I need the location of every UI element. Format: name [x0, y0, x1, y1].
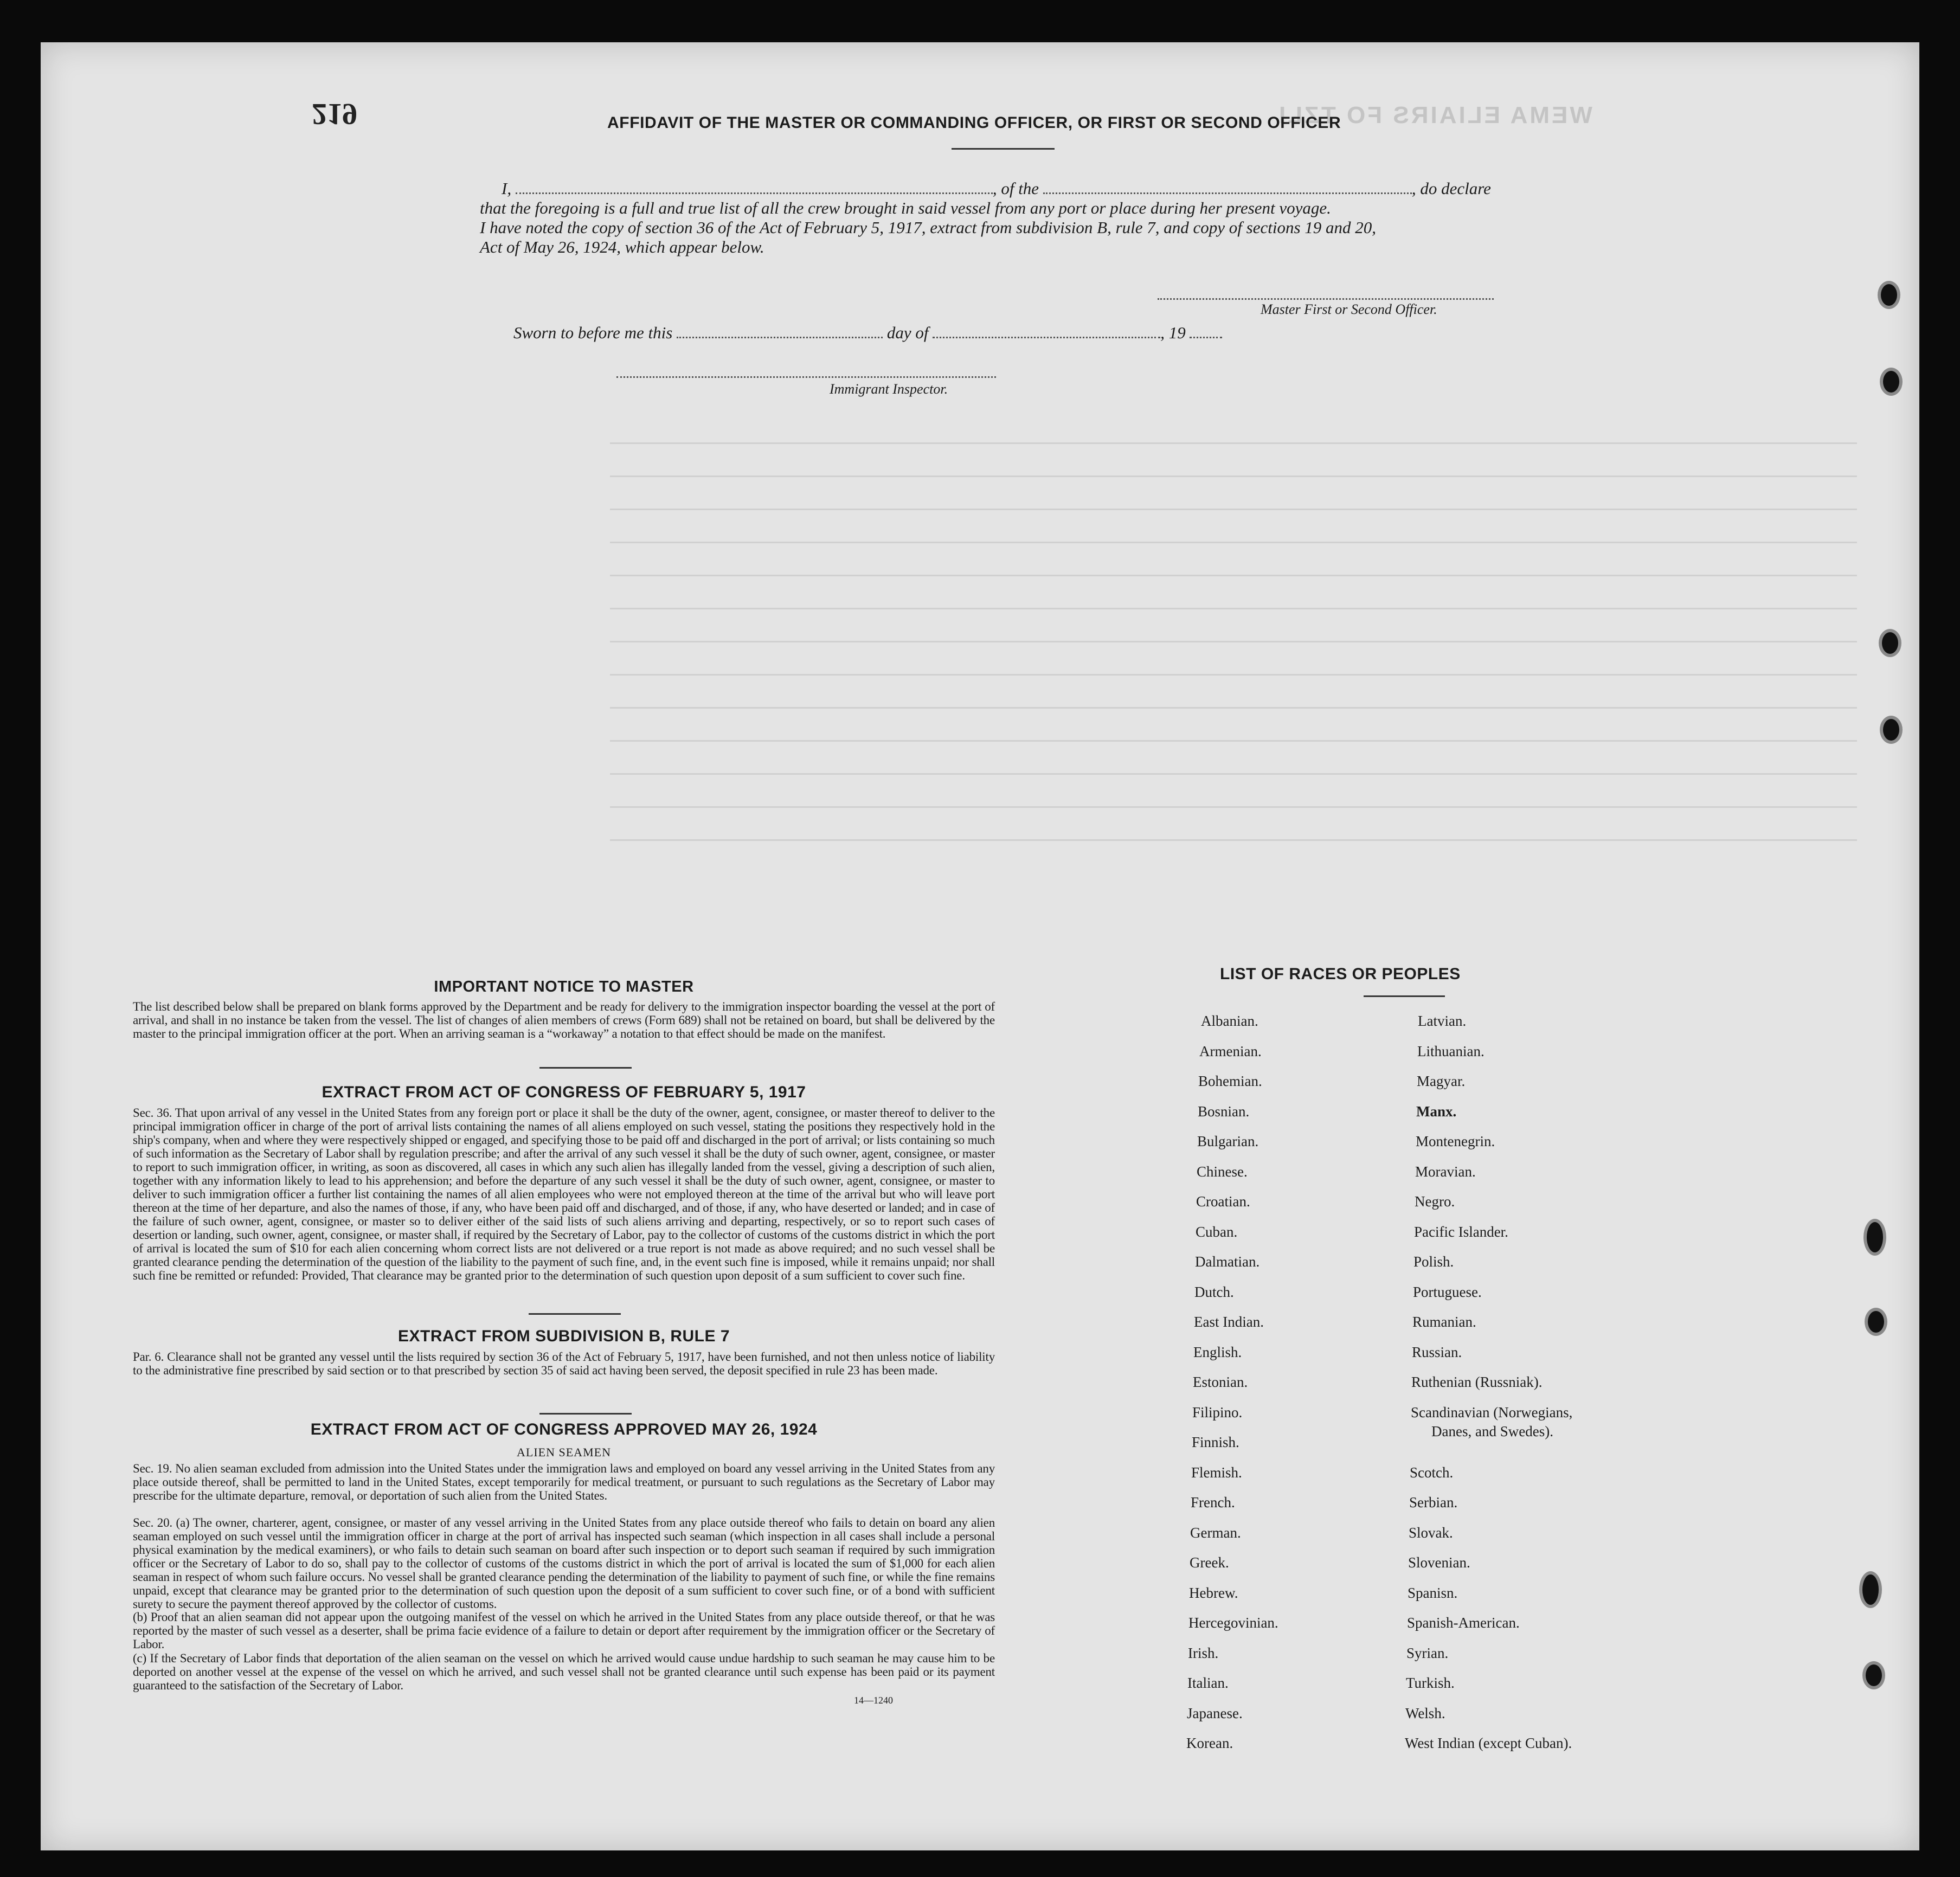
- race-item: Welsh.: [1405, 1705, 1445, 1721]
- punch-hole-icon: [1862, 1661, 1885, 1689]
- races-title: LIST OF RACES OR PEOPLES: [1220, 965, 1461, 983]
- page-number: 219: [312, 97, 357, 131]
- race-item: Chinese.: [1197, 1164, 1248, 1180]
- race-item: Estonian.: [1193, 1374, 1248, 1390]
- race-item: English.: [1193, 1344, 1242, 1360]
- race-item: Dalmatian.: [1195, 1254, 1260, 1270]
- sworn-line: Sworn to before me this day of , 19: [513, 323, 1273, 343]
- race-item: Italian.: [1187, 1675, 1229, 1691]
- race-item: Slovenian.: [1408, 1554, 1470, 1571]
- extract-1924-sec19: Sec. 19. No alien seaman excluded from admission into the United States under the immigration laws and employed on board any vessel arriving in the United States from any place outside thereof, shall be permitted to land in the United States, except temporarily for medical treatment, or pursuant to such regulations as the Secretary of Labor may prescribe for the ultimate departure, removal, or deportation of such alien from the United States.: [133, 1462, 995, 1502]
- race-item: Albanian.: [1201, 1013, 1258, 1029]
- race-item: Moravian.: [1415, 1164, 1476, 1180]
- race-item: Portuguese.: [1413, 1284, 1482, 1300]
- punch-hole-icon: [1859, 1571, 1882, 1608]
- race-item: Hercegovinian.: [1188, 1615, 1278, 1631]
- affidavit-title-rule: [952, 148, 1055, 150]
- race-item: Negro.: [1415, 1193, 1455, 1210]
- inspector-signature-label: Immigrant Inspector.: [830, 381, 948, 397]
- race-item: Spanisn.: [1408, 1585, 1458, 1601]
- inspector-signature-line: [616, 374, 996, 378]
- race-item: Finnish.: [1192, 1434, 1239, 1450]
- subdivision-rule: [539, 1413, 632, 1415]
- race-item: German.: [1190, 1525, 1241, 1541]
- affidavit-line1: I, , of the , do declare: [502, 179, 1491, 198]
- bleed-through-area: [610, 411, 1857, 872]
- race-item: Filipino.: [1192, 1404, 1243, 1420]
- race-item: Montenegrin.: [1416, 1133, 1495, 1149]
- race-item: Polish.: [1413, 1254, 1454, 1270]
- extract-1924-title: EXTRACT FROM ACT OF CONGRESS APPROVED MAY 26, 1924: [310, 1420, 818, 1438]
- bleed-through-heading: WEMA ELIAIRS FO TZLI: [1277, 102, 1592, 128]
- notice-title: IMPORTANT NOTICE TO MASTER: [434, 978, 694, 995]
- punch-hole-icon: [1880, 716, 1903, 744]
- punch-hole-icon: [1865, 1308, 1887, 1336]
- extract-1917-title: EXTRACT FROM ACT OF CONGRESS OF FEBRUARY 5, 1917: [322, 1083, 806, 1101]
- extract-1917-rule: [529, 1313, 621, 1315]
- race-item: Bohemian.: [1198, 1073, 1262, 1089]
- race-item: Flemish.: [1191, 1464, 1242, 1481]
- affidavit-line4: Act of May 26, 1924, which appear below.: [480, 237, 764, 256]
- master-signature-line: [1158, 296, 1494, 300]
- race-item: Cuban.: [1196, 1224, 1238, 1240]
- punch-hole-icon: [1863, 1219, 1886, 1256]
- extract-1924-sec20c: (c) If the Secretary of Labor finds that deportation of the alien seaman on the vessel on which he arrived would cause undue hardship to such seaman he may cause him to be deported on another vessel at the expense of the vessel on which he arrived, and such vessel shall not be granted clearance until such expense has been paid or its payment guaranteed to the satisfaction of the Secretary of Labor.: [133, 1651, 995, 1692]
- extract-1924-sec20a: Sec. 20. (a) The owner, charterer, agent, consignee, or master of any vessel arriving in the United States from any place outside thereof who fails to detain on board any alien seaman employed on such vessel until the immigration officer in charge at the port of arrival has inspected such seaman (which inspection in all cases shall include a personal physical examination by the medical examiners), or who fails to detain such seaman on board after such inspection or to deport such seaman if required by such immigration officer or the Secretary of Labor to do so, shall pay to the collector of customs of the customs district in which the port of arrival is located the sum of $1,000 for each alien seaman in respect of whom such failure occurs. No vessel shall be granted clearance pending the determination of the liability to payment of such fine, or while the fine remains unpaid, except that clearance may be granted prior to the determination of such question upon the deposit of a sum sufficient to cover such fine, or of a bond with sufficient surety to secure the payment thereof approved by the collector of customs.: [133, 1516, 995, 1611]
- extract-1924-sec20b: (b) Proof that an alien seaman did not appear upon the outgoing manifest of the vessel on which he arrived in the United States from any place outside thereof, or that he was reported by the master of such vessel as a deserter, shall be prima facie evidence of a failure to detain or deport after requirement by the immigration officer or the Secretary of Labor.: [133, 1610, 995, 1651]
- race-item: Hebrew.: [1189, 1585, 1238, 1601]
- master-signature-label: Master First or Second Officer.: [1261, 301, 1437, 317]
- subdivision-title: EXTRACT FROM SUBDIVISION B, RULE 7: [397, 1327, 730, 1345]
- extract-1917-text: Sec. 36. That upon arrival of any vessel in the United States from any foreign port or place it shall be the duty of the owner, agent, consignee, or master thereof to deliver to the principal immigration officer in charge of the port of arrival lists containing the names of all aliens employed on such vessel, stating the positions they respectively hold in the ship's company, when and where they were respectively shipped or engaged, and specifying those to be paid off and discharged in the port of arrival; or lists containing so much of such information as the Secretary of Labor shall by regulation prescribe; and after the arrival of any such vessel it shall be the duty of such owner, agent, consignee, or master to report to such immigration officer, in writing, as soon as discovered, all cases in which any such alien has illegally landed from the vessel, giving a description of such alien, together with any information likely to lead to his apprehension; and before the departure of any such vessel it shall be the duty of such owner, agent, consignee, or master to deliver to such immigration officer a further list containing the names of all alien employees who were not employed thereon at the time of the arrival but who will leave port thereon at the time of her departure, and also the names of those, if any, who have been paid off and discharged, and of those, if any, who have deserted or landed; and in case of the failure of such owner, agent, consignee, or master so to deliver either of the said lists of such aliens arriving and departing, respectively, or so to report such cases of desertion or landing, such owner, agent, consignee, or master shall, if required by the Secretary of Labor, pay to the collector of customs of the customs district in which the port of arrival is located the sum of $10 for each alien concerning whom correct lists are not delivered or a true report is not made as above required; and no such vessel shall be granted clearance pending the determination of the question of the liability to the payment of such fine, and, in the event such fine is imposed, while it remains unpaid; nor shall such fine be remitted or refunded: Provided, That clearance may be granted prior to the determination of such question upon deposit of a sum sufficient to cover such fine.: [133, 1106, 995, 1282]
- race-item: Korean.: [1186, 1735, 1233, 1751]
- race-item: Manx.: [1416, 1103, 1457, 1120]
- race-item: Latvian.: [1418, 1013, 1467, 1029]
- notice-rule: [539, 1067, 632, 1069]
- race-item: Greek.: [1190, 1554, 1229, 1571]
- race-item: Bosnian.: [1198, 1103, 1250, 1120]
- race-item: Syrian.: [1406, 1645, 1449, 1661]
- race-item: East Indian.: [1194, 1314, 1264, 1330]
- punch-hole-icon: [1878, 281, 1900, 309]
- race-item: Slovak.: [1409, 1525, 1453, 1541]
- race-item: Rumanian.: [1412, 1314, 1476, 1330]
- race-item: Serbian.: [1409, 1494, 1458, 1510]
- race-item: Turkish.: [1406, 1675, 1455, 1691]
- affidavit-line3: I have noted the copy of section 36 of the Act of February 5, 1917, extract from subdivision B, rule 7, and copy of sections 19 and 20,: [480, 218, 1377, 237]
- race-item: Croatian.: [1196, 1193, 1250, 1210]
- race-item: French.: [1191, 1494, 1235, 1510]
- extract-1924-subtitle: ALIEN SEAMEN: [517, 1445, 611, 1459]
- punch-hole-icon: [1880, 368, 1903, 396]
- document-sheet: [41, 42, 1919, 1850]
- punch-hole-icon: [1879, 629, 1901, 657]
- race-item: West Indian (except Cuban).: [1405, 1735, 1572, 1751]
- race-item: Russian.: [1412, 1344, 1462, 1360]
- race-item: Japanese.: [1187, 1705, 1243, 1721]
- form-code: 14—1240: [854, 1695, 893, 1706]
- race-item: Magyar.: [1417, 1073, 1466, 1089]
- affidavit-title: AFFIDAVIT OF THE MASTER OR COMMANDING OFFICER, OR FIRST OR SECOND OFFICER: [607, 114, 1341, 132]
- race-item: Scotch.: [1410, 1464, 1454, 1481]
- races-title-rule: [1364, 995, 1445, 997]
- race-item: Pacific Islander.: [1414, 1224, 1508, 1240]
- race-item: Dutch.: [1194, 1284, 1234, 1300]
- notice-text: The list described below shall be prepared on blank forms approved by the Department and be ready for delivery to the immigration inspector boarding the vessel at the port of arrival, and shall in no instance be taken from the vessel. The list of changes of alien members of crews (Form 689) shall not be retained on board, but shall be delivered by the master to the principal immigration officer at the port. When an arriving seaman is a “workaway” a notation to that effect should be made on the manifest.: [133, 1000, 995, 1040]
- subdivision-text: Par. 6. Clearance shall not be granted any vessel until the lists required by section 36 of the Act of February 5, 1917, have been furnished, and not then unless notice of liability to the administrative fine prescribed by said section or to that prescribed by section 35 of said act having been served, the deposit specified in rule 23 has been made.: [133, 1350, 995, 1377]
- race-item: Bulgarian.: [1197, 1133, 1259, 1149]
- race-item: Danes, and Swedes).: [1431, 1423, 1553, 1439]
- race-item: Ruthenian (Russniak).: [1411, 1374, 1543, 1390]
- affidavit-line2: that the foregoing is a full and true list of all the crew brought in said vessel from any port or place during her present voyage.: [480, 198, 1331, 217]
- race-item: Armenian.: [1199, 1043, 1262, 1059]
- race-item: Scandinavian (Norwegians,: [1411, 1404, 1573, 1420]
- race-item: Irish.: [1188, 1645, 1219, 1661]
- race-item: Lithuanian.: [1417, 1043, 1485, 1059]
- race-item: Spanish-American.: [1407, 1615, 1520, 1631]
